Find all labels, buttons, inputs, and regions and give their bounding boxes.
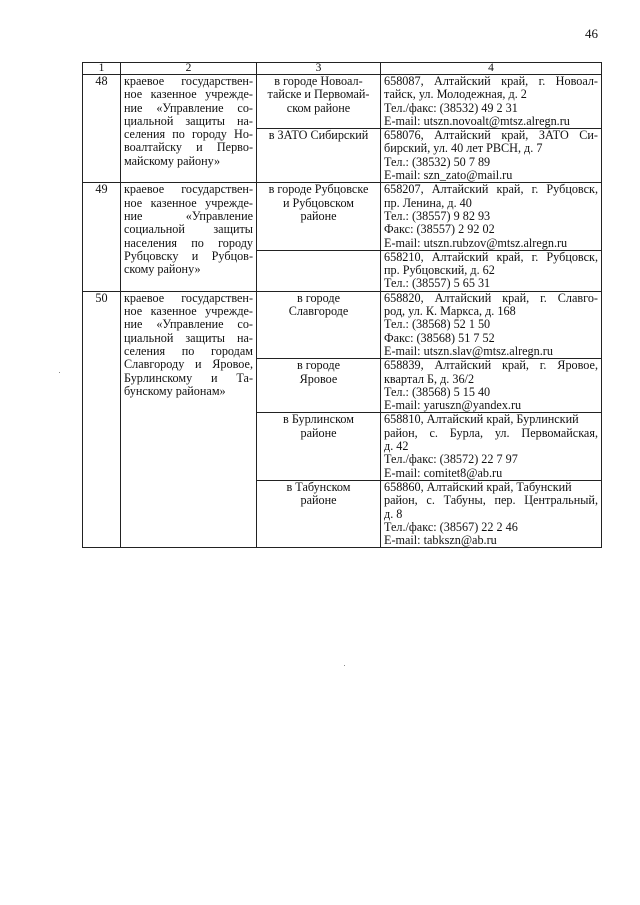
column-header: 3 [257,63,381,75]
address-line: Тел.: (38557) 9 82 93 [384,208,491,223]
address-line: пр. Рубцовский, д. 62 [384,263,495,278]
organization-name-line: населения по городу [124,235,253,250]
branch-location-line: в городе [296,358,341,373]
branch-address [381,183,602,250]
branch-location-line: районе [300,208,337,223]
address-line: 658860, Алтайский край, Табунский [384,480,572,494]
address-line: Тел.: (38557) 5 65 31 [384,276,491,291]
organization-name [121,75,257,183]
address-line: Тел.: (38532) 50 7 89 [384,154,491,169]
column-header: 1 [83,63,121,75]
email-line: E-mail: yaruszn@yandex.ru [384,398,522,413]
branch-location-line: тайске и Первомай- [267,87,370,102]
organization-name [121,291,257,548]
branch-location-line: в ЗАТО Сибирский [268,128,369,143]
address-line: 658820, Алтайский край, г. Славго- [384,291,598,305]
branch-location-line: в городе Новоал- [274,74,363,88]
address-line: Факс: (38568) 51 7 52 [384,330,495,345]
branch-location [257,75,381,129]
organization-name-line: краевое государствен- [124,182,253,197]
organization-name-line: скому району» [124,262,201,277]
email-line: E-mail: tabkszn@ab.ru [384,533,497,548]
organization-name-line: бунскому районам» [124,383,226,398]
organization-name-line: циальной защиты на- [124,113,253,128]
header-row [83,63,602,75]
table-body [83,63,602,548]
branch-location [257,183,381,250]
column-header: 2 [121,63,257,75]
address-line: тайск, ул. Молодежная, д. 2 [384,87,527,102]
address-line: район, с. Бурла, ул. Первомайская, [384,425,598,440]
email-line: E-mail: comitet8@ab.ru [384,465,503,480]
address-line: род, ул. К. Маркса, д. 168 [384,304,516,319]
email-line: E-mail: utszn.novoalt@mtsz.alregn.ru [384,113,570,128]
branch-address [381,250,602,291]
branch-location-line: и Рубцовском [282,195,355,210]
organization-name-line: ное казенное учрежде- [124,87,253,102]
organization-name-line: краевое государствен- [124,74,253,88]
row-number: 48 [83,75,121,183]
branch-location [257,359,381,413]
branch-location [257,129,381,183]
row-number: 49 [83,183,121,291]
address-line: Тел.: (38568) 5 15 40 [384,384,491,399]
organization-name-line: циальной защиты на- [124,330,253,345]
branch-address [381,291,602,358]
organization-name-line: ное казенное учрежде- [124,195,253,210]
address-line: Тел./факс: (38567) 22 2 46 [384,519,518,534]
organization-name [121,183,257,291]
branch-location-line: районе [300,493,337,508]
branch-location [257,480,381,547]
branch-location-line: в Бурлинском [283,412,354,427]
address-line: 658076, Алтайский край, ЗАТО Си- [384,128,598,143]
organization-name-line: ние «Управление [124,208,253,223]
branch-location-line: Яровое [299,371,338,386]
organization-name-line: воалтайску и Перво- [124,140,253,155]
organization-name-line: ние «Управление со- [124,100,253,115]
email-line: E-mail: utszn.rubzov@mtsz.alregn.ru [384,235,568,250]
address-line: пр. Ленина, д. 40 [384,195,472,210]
table-row [83,291,602,358]
address-line: 658087, Алтайский край, г. Новоал- [384,74,598,88]
row-number: 50 [83,291,121,548]
branch-location-line: Славгороде [288,304,349,319]
branch-location [257,250,381,291]
organization-name-line: ние «Управление со- [124,317,253,332]
email-line: E-mail: szn_zato@mail.ru [384,168,513,183]
organization-name-line: Рубцовску и Рубцов- [124,248,253,263]
branch-location [257,413,381,480]
branch-address [381,413,602,480]
address-line: 658839, Алтайский край, г. Яровое, [384,358,598,373]
address-line: Тел.: (38568) 52 1 50 [384,317,491,332]
branch-address [381,359,602,413]
branch-location-line: районе [300,425,337,440]
address-line: 658210, Алтайский край, г. Рубцовск, [384,250,598,264]
organization-name-line: селения по городу Но- [124,127,253,142]
organization-name-line: социальной защиты [124,222,253,237]
branch-location [257,291,381,358]
branch-address [381,480,602,547]
address-line: д. 8 [384,506,403,521]
page-number: 46 [585,26,598,41]
organization-name-line: ное казенное учрежде- [124,304,253,319]
organization-name-line: Славгороду и Яровое, [124,357,253,372]
scan-speck [344,665,345,666]
email-line: E-mail: utszn.slav@mtsz.alregn.ru [384,343,553,358]
address-table [82,62,602,548]
branch-address [381,75,602,129]
address-line: бирский, ул. 40 лет РВСН, д. 7 [384,141,543,156]
branch-location-line: в Табунском [286,480,351,494]
address-line: квартал Б, д. 36/2 [384,371,475,386]
address-line: 658810, Алтайский край, Бурлинский [384,412,579,427]
branch-location-line: в городе [296,291,341,305]
address-line: район, с. Табуны, пер. Центральный, [384,493,598,508]
table-row [83,183,602,250]
branch-location-line: в городе Рубцовске [268,182,369,197]
organization-name-line: селения по городам [124,343,253,358]
table-row [83,75,602,129]
column-header: 4 [381,63,602,75]
organization-name-line: Бурлинскому и Та- [124,370,253,385]
organization-name-line: краевое государствен- [124,291,253,305]
address-line: Факс: (38557) 2 92 02 [384,222,495,237]
branch-location-line: ском районе [286,100,351,115]
address-line: Тел./факс: (38532) 49 2 31 [384,100,518,115]
address-line: д. 42 [384,439,409,454]
address-line: 658207, Алтайский край, г. Рубцовск, [384,182,598,197]
branch-address [381,129,602,183]
scan-speck [59,372,60,373]
address-line: Тел./факс: (38572) 22 7 97 [384,452,518,467]
organization-name-line: майскому району» [124,153,221,168]
